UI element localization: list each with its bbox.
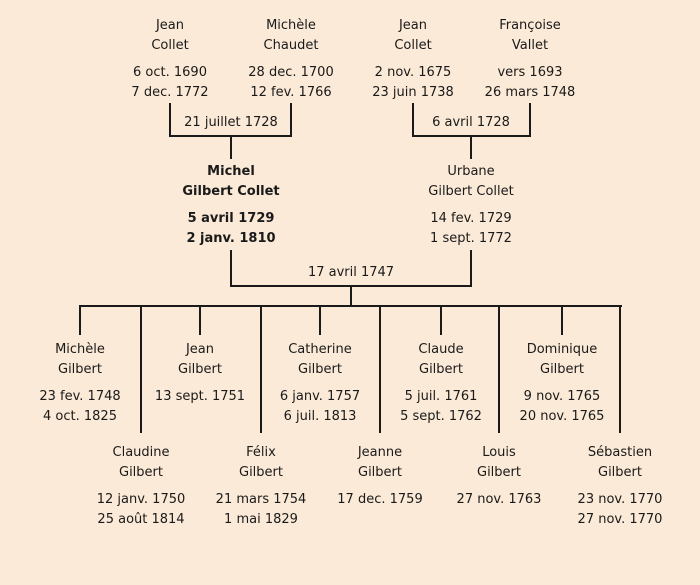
birth-date: 28 dec. 1700	[248, 65, 334, 80]
person-node-jeanne-gilbert	[337, 443, 422, 510]
person-node-claude-gilbert	[400, 340, 482, 427]
connector-line	[440, 305, 442, 335]
last-name: Gilbert	[540, 362, 584, 377]
person-dates	[457, 490, 542, 510]
person-name	[216, 443, 307, 483]
person-dates	[39, 387, 120, 427]
person-node-dominique-gilbert	[520, 340, 605, 427]
connector-line	[140, 305, 142, 433]
person-name	[400, 340, 482, 380]
marriage-date-label: 21 juillet 1728	[184, 115, 278, 130]
birth-date: 6 janv. 1757	[279, 389, 361, 404]
connector-line	[470, 250, 472, 287]
person-dates	[428, 209, 513, 249]
person-node-jean-gilbert	[155, 340, 245, 407]
person-name	[337, 443, 422, 483]
connector-line	[169, 103, 171, 137]
person-name	[131, 16, 208, 56]
first-name: Urbane	[447, 164, 495, 179]
person-name	[248, 16, 333, 56]
connector-line	[498, 305, 500, 433]
first-name: Jeanne	[357, 445, 403, 460]
birth-date: 9 nov. 1765	[523, 389, 601, 404]
person-dates	[337, 490, 422, 510]
connector-line	[79, 305, 81, 335]
person-node-catherine-gilbert	[280, 340, 360, 427]
person-dates	[400, 387, 482, 427]
birth-date: 17 dec. 1759	[337, 492, 423, 507]
person-name	[372, 16, 454, 56]
last-name: Collet	[151, 38, 189, 53]
person-name	[182, 162, 279, 202]
person-dates	[372, 63, 454, 103]
person-name	[485, 16, 576, 56]
last-name: Gilbert	[238, 465, 283, 480]
birth-date: 2 nov. 1675	[374, 65, 452, 80]
birth-date: 21 mars 1754	[215, 492, 307, 507]
first-name: Claudine	[112, 445, 170, 460]
person-node-urbane-gilbert-collet	[428, 162, 513, 249]
last-name: Gilbert	[57, 362, 102, 377]
person-name	[578, 443, 663, 483]
death-date: 1 mai 1829	[224, 512, 298, 527]
sibling-bar-line	[79, 305, 622, 307]
marriage-date-label: 6 avril 1728	[432, 115, 510, 130]
death-date: 6 juil. 1813	[283, 409, 357, 424]
connector-line	[319, 305, 321, 335]
birth-date: 12 janv. 1750	[96, 492, 186, 507]
death-date: 1 sept. 1772	[430, 231, 512, 246]
birth-date: 6 oct. 1690	[133, 65, 207, 80]
connector-line	[199, 305, 201, 335]
person-node-louis-gilbert	[457, 443, 542, 510]
person-node-michel-gilbert-collet	[182, 162, 279, 249]
connector-line	[290, 103, 292, 137]
person-dates	[131, 63, 208, 103]
first-name: Claude	[418, 342, 464, 357]
person-dates	[155, 387, 245, 407]
death-date: 7 dec. 1772	[131, 85, 209, 100]
person-name	[97, 443, 186, 483]
birth-date: 5 avril 1729	[187, 211, 275, 226]
last-name: Chaudet	[263, 38, 319, 53]
birth-date: vers 1693	[497, 65, 563, 80]
last-name: Gilbert	[419, 362, 463, 377]
last-name: Gilbert	[178, 362, 222, 377]
last-name: Collet	[394, 38, 432, 53]
birth-date: 27 nov. 1763	[456, 492, 542, 507]
death-date: 20 nov. 1765	[519, 409, 605, 424]
connector-line	[561, 305, 563, 335]
connector-line	[379, 305, 381, 433]
person-dates	[97, 490, 186, 530]
person-dates	[520, 387, 605, 427]
birth-date: 5 juil. 1761	[404, 389, 478, 404]
first-name: Sébastien	[587, 445, 653, 460]
connector-line	[230, 250, 232, 287]
person-node-michele-gilbert	[39, 340, 120, 427]
person-name	[428, 162, 513, 202]
first-name: Félix	[246, 445, 276, 460]
person-node-felix-gilbert	[216, 443, 307, 530]
last-name: Gilbert	[477, 465, 521, 480]
connector-line	[529, 103, 531, 137]
death-date: 23 juin 1738	[372, 85, 454, 100]
person-node-michele-chaudet	[248, 16, 333, 103]
first-name: Catherine	[288, 342, 352, 357]
death-date: 5 sept. 1762	[400, 409, 482, 424]
marriage-date-label: 17 avril 1747	[307, 265, 395, 280]
last-name: Gilbert	[297, 362, 342, 377]
person-name	[280, 340, 360, 380]
death-date: 4 oct. 1825	[43, 409, 117, 424]
person-dates	[485, 63, 576, 103]
person-dates	[182, 209, 279, 249]
first-name: Jean	[185, 342, 215, 357]
person-name	[457, 443, 542, 483]
person-node-jean-collet-1	[131, 16, 208, 103]
connector-line	[350, 285, 352, 307]
last-name: Vallet	[511, 38, 549, 53]
birth-date: 23 fev. 1748	[39, 389, 121, 404]
last-name: Gilbert Collet	[182, 184, 280, 199]
first-name: Jean	[155, 18, 185, 33]
person-name	[155, 340, 245, 380]
connector-line	[412, 103, 414, 137]
first-name: Françoise	[499, 18, 561, 33]
person-node-claudine-gilbert	[97, 443, 186, 530]
last-name: Gilbert	[357, 465, 402, 480]
person-node-francoise-vallet	[485, 16, 576, 103]
first-name: Michèle	[266, 18, 316, 33]
last-name: Gilbert	[119, 465, 163, 480]
first-name: Louis	[482, 445, 516, 460]
person-node-sebastien-gilbert	[578, 443, 663, 530]
person-name	[520, 340, 605, 380]
connector-line	[619, 305, 621, 433]
connector-line	[470, 135, 472, 159]
first-name: Michèle	[55, 342, 105, 357]
person-node-jean-collet-2	[372, 16, 454, 103]
death-date: 12 fev. 1766	[250, 85, 332, 100]
last-name: Gilbert	[598, 465, 642, 480]
person-dates	[248, 63, 333, 103]
birth-date: 23 nov. 1770	[577, 492, 663, 507]
person-dates	[578, 490, 663, 530]
person-dates	[216, 490, 307, 530]
death-date: 2 janv. 1810	[186, 231, 276, 246]
birth-date: 13 sept. 1751	[154, 389, 246, 404]
birth-date: 14 fev. 1729	[430, 211, 512, 226]
person-dates	[280, 387, 360, 427]
person-name	[39, 340, 120, 380]
first-name: Jean	[398, 18, 428, 33]
first-name: Michel	[207, 164, 255, 179]
death-date: 25 août 1814	[97, 512, 185, 527]
first-name: Dominique	[526, 342, 598, 357]
death-date: 26 mars 1748	[484, 85, 576, 100]
connector-line	[230, 135, 232, 159]
connector-line	[260, 305, 262, 433]
last-name: Gilbert Collet	[428, 184, 514, 199]
death-date: 27 nov. 1770	[577, 512, 663, 527]
